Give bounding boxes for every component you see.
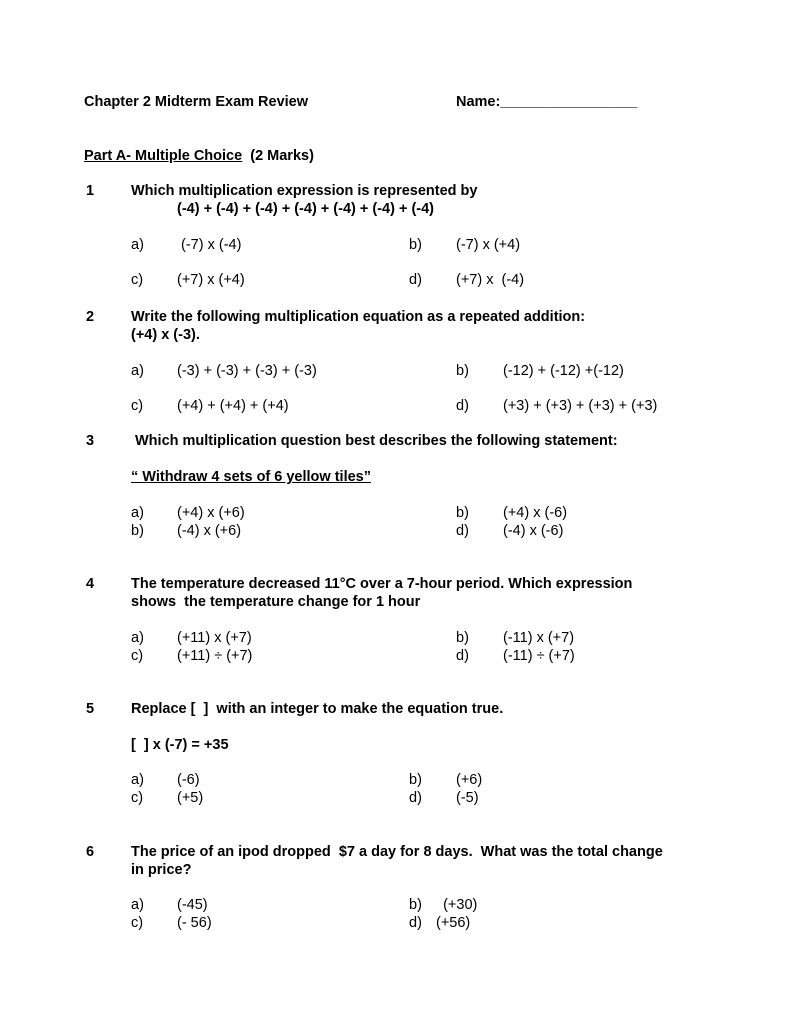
option-letter: d) <box>456 523 469 539</box>
option-letter: d) <box>409 915 422 931</box>
part-a-heading <box>84 148 314 164</box>
option-letter: a) <box>131 237 144 253</box>
option-letter: a) <box>131 897 144 913</box>
question-number: 1 <box>86 183 95 199</box>
option-text: (+4) x (-6) <box>503 505 568 521</box>
question-number: 2 <box>86 309 95 325</box>
option-letter: c) <box>131 790 144 806</box>
option-text: (-12) + (-12) +(-12) <box>503 363 624 379</box>
option-letter: a) <box>131 772 144 788</box>
option-text: (-4) x (+6) <box>177 523 242 539</box>
option-text: (+11) ÷ (+7) <box>177 648 253 664</box>
option-letter: b) <box>456 505 469 521</box>
option-text: (+4) x (+6) <box>177 505 245 521</box>
option-text: (+4) + (+4) + (+4) <box>177 398 289 414</box>
option-text: (-45) <box>177 897 208 913</box>
question-number: 5 <box>86 701 95 717</box>
name-field-label: Name:_________________ <box>456 94 638 110</box>
option-letter: a) <box>131 363 144 379</box>
option-letter: b) <box>409 772 422 788</box>
option-text: (+7) x (-4) <box>456 272 525 288</box>
question-statement: “ Withdraw 4 sets of 6 yellow tiles” <box>131 469 371 485</box>
option-text: (+6) <box>456 772 483 788</box>
option-letter: c) <box>131 915 144 931</box>
part-a-title: Part A- Multiple Choice <box>84 148 243 164</box>
option-text: (+5) <box>177 790 204 806</box>
option-text: (+7) x (+4) <box>177 272 245 288</box>
question-text: The price of an ipod dropped $7 a day for 8 days. What was the total change <box>131 844 663 860</box>
part-a-marks: (2 Marks) <box>250 148 314 164</box>
option-text: (+56) <box>436 915 471 931</box>
option-letter: d) <box>456 648 469 664</box>
option-text: (- 56) <box>177 915 212 931</box>
question-number: 6 <box>86 844 95 860</box>
option-letter: b) <box>456 630 469 646</box>
option-text: (+11) x (+7) <box>177 630 252 646</box>
option-letter: b) <box>409 897 422 913</box>
option-letter: d) <box>456 398 469 414</box>
option-text: (-7) x (+4) <box>456 237 521 253</box>
option-letter: d) <box>409 272 422 288</box>
option-text: (-5) <box>456 790 479 806</box>
option-text: (-3) + (-3) + (-3) + (-3) <box>177 363 317 379</box>
question-expression: (-4) + (-4) + (-4) + (-4) + (-4) + (-4) + (-4) <box>177 201 434 217</box>
question-number: 3 <box>86 433 95 449</box>
question-text-line-2: shows the temperature change for 1 hour <box>131 594 421 610</box>
question-text: The temperature decreased 11°C over a 7-hour period. Which expression <box>131 576 633 592</box>
option-text: (-7) x (-4) <box>177 237 242 253</box>
question-text: Which multiplication expression is represented by <box>131 183 478 199</box>
option-letter: c) <box>131 398 144 414</box>
option-letter: d) <box>409 790 422 806</box>
option-letter: b) <box>409 237 422 253</box>
option-text: (+30) <box>431 897 478 913</box>
option-letter: b) <box>456 363 469 379</box>
option-letter: c) <box>131 272 144 288</box>
option-text: (-11) x (+7) <box>503 630 575 646</box>
option-text: (-4) x (-6) <box>503 523 564 539</box>
question-text: Write the following multiplication equation as a repeated addition: <box>131 309 586 325</box>
option-text: (-6) <box>177 772 200 788</box>
question-text: Which multiplication question best describes the following statement: <box>135 433 618 449</box>
question-equation: [ ] x (-7) = +35 <box>131 737 229 753</box>
option-text: (+3) + (+3) + (+3) + (+3) <box>503 398 658 414</box>
page-title: Chapter 2 Midterm Exam Review <box>84 94 309 110</box>
question-text-line-2: in price? <box>131 862 192 878</box>
option-letter: c) <box>131 648 144 664</box>
option-letter: a) <box>131 505 144 521</box>
option-letter: b) <box>131 523 144 539</box>
question-number: 4 <box>86 576 95 592</box>
question-expression: (+4) x (-3). <box>131 327 200 343</box>
option-text: (-11) ÷ (+7) <box>503 648 575 664</box>
option-letter: a) <box>131 630 144 646</box>
question-text: Replace [ ] with an integer to make the equation true. <box>131 701 504 717</box>
